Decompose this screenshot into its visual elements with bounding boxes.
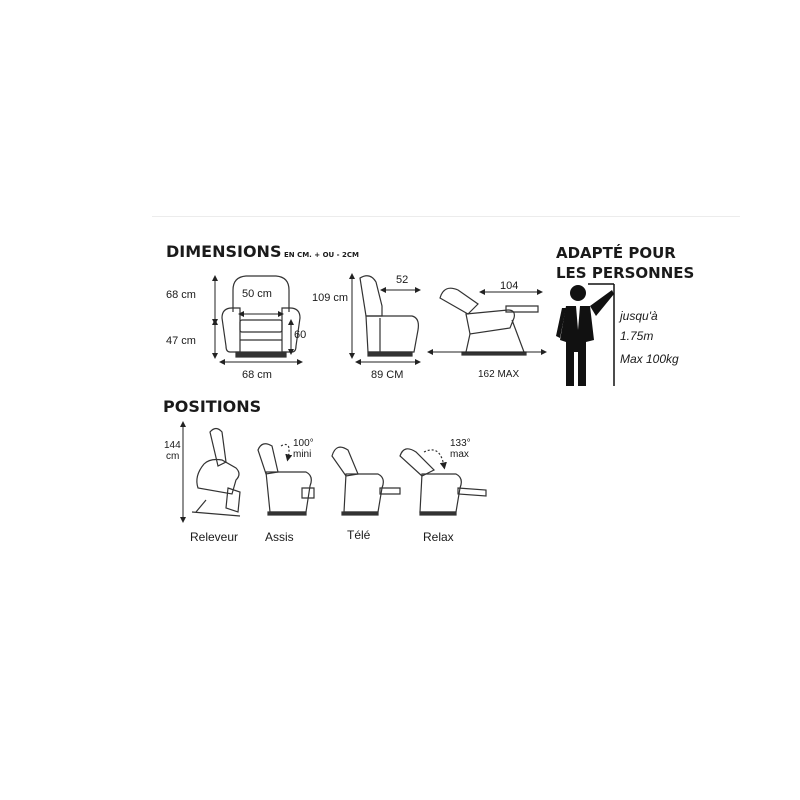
adapted-title-line1: ADAPTÉ POUR (556, 244, 676, 262)
reclined-footrest-label: 104 (500, 280, 519, 292)
side-depth-label: 89 CM (371, 369, 404, 381)
dimensions-title: DIMENSIONS (166, 242, 282, 261)
position-label-relax: Relax (423, 530, 454, 544)
positions-title: POSITIONS (163, 397, 262, 416)
side-total-height-label: 109 cm (312, 292, 349, 304)
adapted-max-weight: Max 100kg (620, 352, 679, 366)
front-seat-height-label: 47 cm (166, 335, 196, 347)
side-view-chair (360, 276, 418, 356)
position-tele-chair (332, 447, 400, 515)
position-label-releveur: Releveur (190, 530, 239, 544)
assis-angle-note: mini (293, 449, 312, 460)
lift-height-value: 144 (164, 440, 181, 451)
adapted-height-prefix: jusqu'à (620, 309, 658, 323)
reclined-max-length-label: 162 MAX (478, 369, 520, 380)
relax-angle-note: max (450, 449, 469, 460)
adapted-height-value: 1.75m (620, 329, 654, 343)
lift-height-unit: cm (166, 451, 180, 462)
dimensions-subtitle: EN CM. + OU - 2CM (284, 251, 359, 259)
position-label-assis: Assis (265, 530, 294, 544)
position-relax-chair (400, 449, 486, 515)
assis-angle-label: 100° (293, 438, 314, 449)
front-back-height-label: 68 cm (166, 289, 196, 301)
relax-angle-label: 133° (450, 438, 471, 449)
front-seat-width-label: 50 cm (242, 288, 272, 300)
position-label-tele: Télé (347, 528, 371, 542)
front-arm-height-label: 60 (294, 329, 307, 341)
reclined-view-dimension-lines (430, 292, 544, 352)
adapted-title-line2: LES PERSONNES (556, 264, 695, 282)
position-releveur-chair (192, 429, 240, 517)
side-seat-depth-label: 52 (396, 274, 409, 286)
person-silhouette (556, 285, 614, 386)
front-total-width-label: 68 cm (242, 369, 272, 381)
reclined-view-chair (440, 288, 538, 355)
